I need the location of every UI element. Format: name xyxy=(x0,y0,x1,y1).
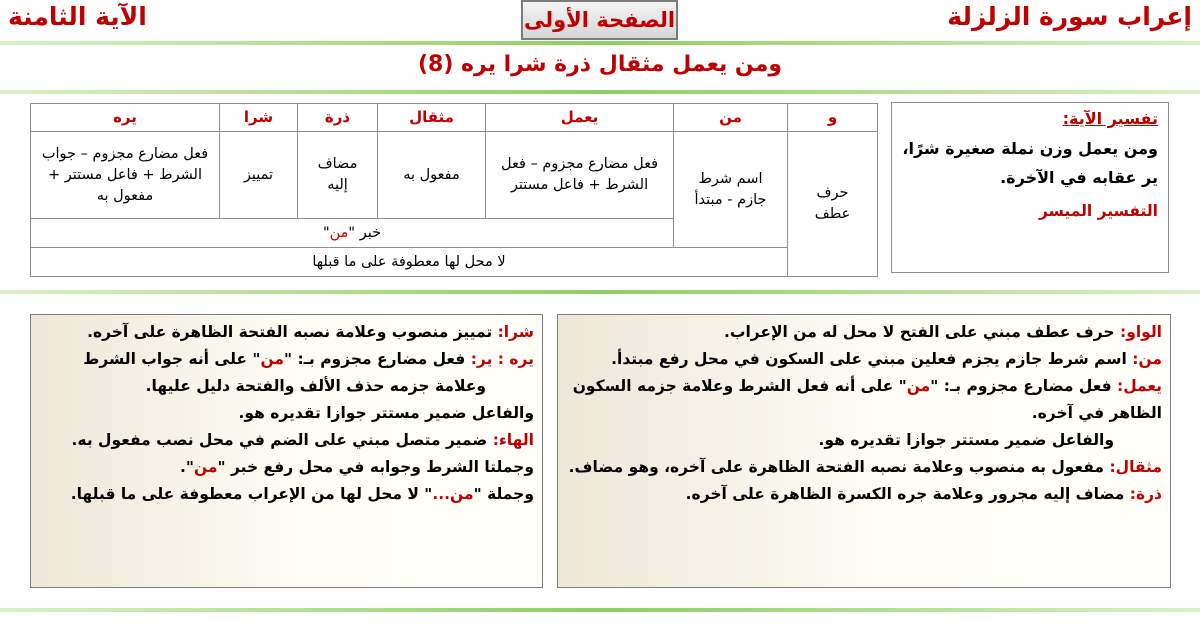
yamal-line-2: والفاعل ضمير مستتر جوازا تقديره هو. xyxy=(818,431,1114,449)
dharra-term: ذرة: xyxy=(1129,485,1162,503)
cell-dharra: مضاف إليه xyxy=(298,132,378,219)
ha-term: الهاء: xyxy=(492,431,534,449)
ha-line xyxy=(39,427,534,454)
sharran-line xyxy=(39,319,534,346)
cell-waw: حرف عطف xyxy=(788,132,878,277)
khabar-suffix: " xyxy=(322,224,330,241)
middle-divider xyxy=(0,290,1200,294)
khabar-prefix: خبر " xyxy=(348,224,382,241)
verse-divider xyxy=(0,90,1200,94)
jumla2-text2: " لا محل لها من الإعراب معطوفة على ما قبلها. xyxy=(70,485,433,503)
ha-text: ضمير متصل مبني على الضم في محل نصب مفعول به. xyxy=(71,431,493,449)
yarahu-line-3: والفاعل ضمير مستتر جوازا تقديره هو. xyxy=(238,404,534,422)
cell-man: اسم شرط جازم - مبتدأ xyxy=(674,132,788,248)
page-one-button[interactable]: الصفحة الأولى xyxy=(521,0,678,40)
yarahu-text2: " على أنه جواب الشرط xyxy=(83,350,261,368)
top-divider xyxy=(0,41,1200,45)
irab-table xyxy=(30,103,878,277)
yarahu-ref: من xyxy=(260,350,285,368)
waw-term: الواو: xyxy=(1120,323,1162,341)
jumla2-text1: وجملة " xyxy=(473,485,534,503)
header-waw: و xyxy=(788,104,878,132)
jumla-line-2 xyxy=(39,481,534,508)
dharra-line xyxy=(566,481,1162,508)
waw-text: حرف عطف مبني على الفتح لا محل له من الإعراب. xyxy=(723,323,1120,341)
jumla1-text1: وجملتا الشرط وجوابه في محل رفع خبر " xyxy=(217,458,534,476)
tafsir-body: ومن يعمل وزن نملة صغيرة شرًا، ير عقابه في الآخرة. xyxy=(902,139,1158,187)
irab-detail-left xyxy=(30,314,543,588)
yarahu-line-2: وعلامة جزمه حذف الألف والفتحة دليل عليها. xyxy=(145,377,486,395)
sharran-term: شرا: xyxy=(497,323,534,341)
yamal-ref: من xyxy=(906,377,931,395)
yarahu-term: يره : ير: xyxy=(470,350,534,368)
cell-mithqal: مفعول به xyxy=(378,132,486,219)
header-yamal: يعمل xyxy=(486,104,674,132)
jumla1-ref: من xyxy=(193,458,218,476)
verse-text: ومن يعمل مثقال ذرة شرا يره (8) xyxy=(417,52,783,77)
cell-yarahu: فعل مضارع مجزوم – جواب الشرط + فاعل مستتر + مفعول به xyxy=(31,132,220,219)
yarahu-text1: فعل مضارع مجزوم بـ: " xyxy=(284,350,471,368)
yamal-line xyxy=(566,373,1162,427)
header-sharran: شرا xyxy=(220,104,298,132)
tafsir-box xyxy=(891,102,1169,273)
mithqal-term: مثقال: xyxy=(1109,458,1162,476)
cell-yamal: فعل مضارع مجزوم – فعل الشرط + فاعل مستتر xyxy=(486,132,674,219)
tafsir-source: التفسير الميسر xyxy=(1038,202,1158,220)
mithqal-line xyxy=(566,454,1162,481)
sharran-text: تمييز منصوب وعلامة نصبه الفتحة الظاهرة على آخره. xyxy=(87,323,498,341)
waw-line xyxy=(566,319,1162,346)
header-mithqal: مثقال xyxy=(378,104,486,132)
yamal-text1: فعل مضارع مجزوم بـ: " xyxy=(930,377,1117,395)
cell-final: لا محل لها معطوفة على ما قبلها xyxy=(31,248,788,277)
cell-sharran: تمييز xyxy=(220,132,298,219)
man-term: من: xyxy=(1132,350,1162,368)
tafsir-title: تفسير الآية: xyxy=(1062,109,1158,128)
surah-title: إعراب سورة الزلزلة xyxy=(947,2,1192,31)
jumla1-text2: ". xyxy=(180,458,194,476)
cell-khabar xyxy=(31,219,674,248)
header-dharra: ذرة xyxy=(298,104,378,132)
man-line xyxy=(566,346,1162,373)
yamal-text2: " على أنه فعل الشرط وعلامة جزمه السكون الظاهر في آخره. xyxy=(572,377,1162,422)
bottom-divider xyxy=(0,608,1200,612)
yamal-term: يعمل: xyxy=(1117,377,1162,395)
yarahu-line xyxy=(39,346,534,373)
header-yarahu: يره xyxy=(31,104,220,132)
man-text: اسم شرط جازم يجزم فعلين مبني على السكون في محل رفع مبتدأ. xyxy=(611,350,1133,368)
irab-detail-right xyxy=(557,314,1171,588)
header-man: من xyxy=(674,104,788,132)
jumla-line-1 xyxy=(39,454,534,481)
jumla2-ref: من... xyxy=(432,485,474,503)
ayah-label: الآية الثامنة xyxy=(8,2,147,31)
mithqal-text: مفعول به منصوب وعلامة نصبه الفتحة الظاهرة على آخره، وهو مضاف. xyxy=(568,458,1110,476)
dharra-text: مضاف إليه مجرور وعلامة جره الكسرة الظاهرة على آخره. xyxy=(685,485,1130,503)
khabar-term: من xyxy=(329,224,349,241)
